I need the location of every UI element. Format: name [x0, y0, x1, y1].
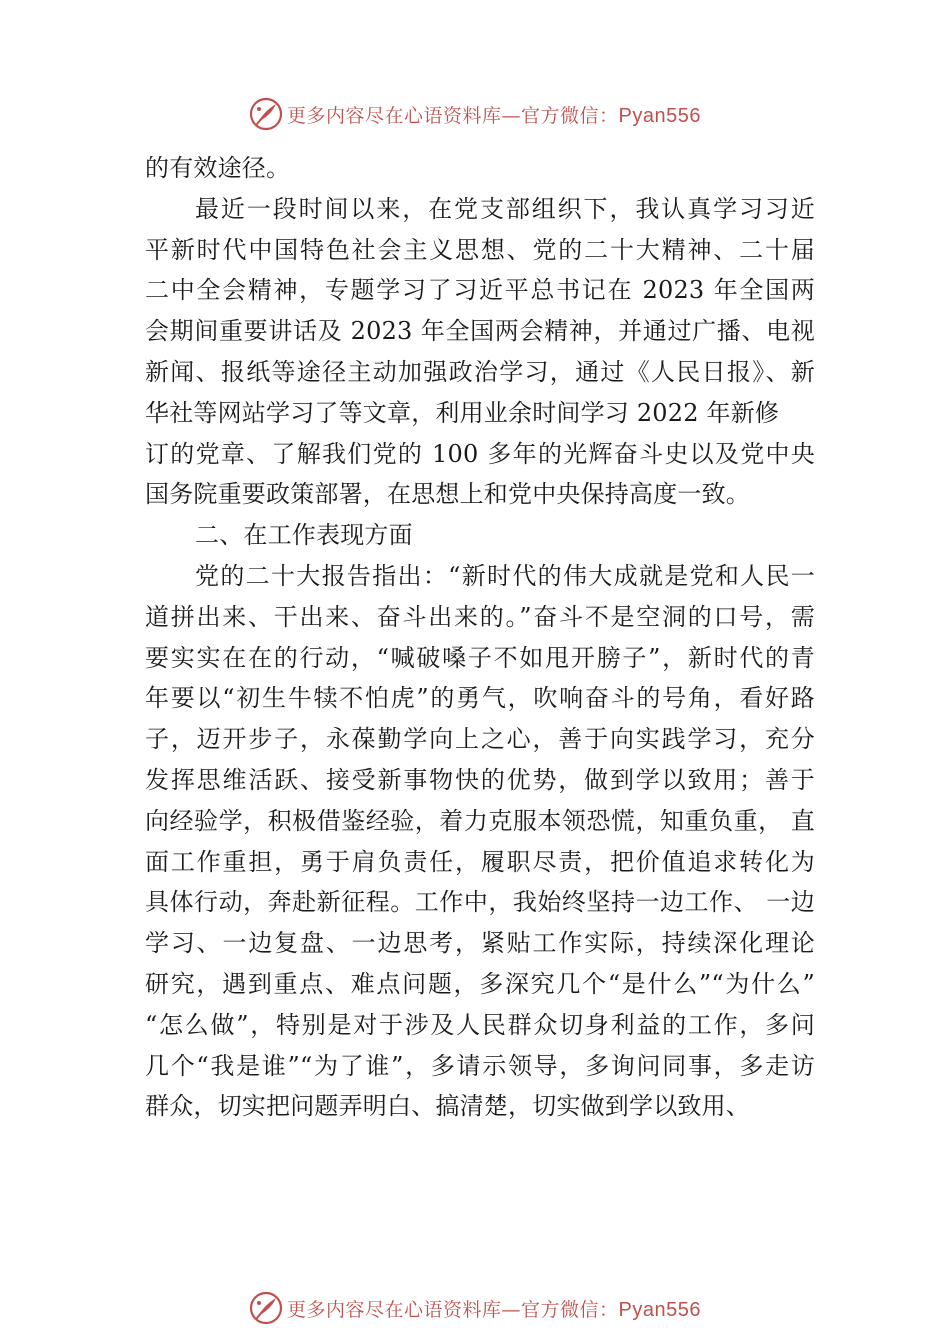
- footer-banner: [0, 1288, 950, 1328]
- header-banner-text: [287, 101, 701, 128]
- quill-logo-icon: [249, 97, 283, 131]
- text-line: 新闻、报纸等途径主动加强政治学习，通过《人民日报》、新: [145, 357, 815, 386]
- text-line: 道拼出来、干出来、奋斗出来的。”奋斗不是空洞的口号，需: [145, 602, 815, 631]
- text-line: 发挥思维活跃、接受新事物快的优势，做到学以致用；善于: [145, 765, 815, 794]
- text-line: 几个“我是谁”“为了谁”，多请示领导，多询问同事，多走访: [145, 1051, 815, 1080]
- text-line: 子，迈开步子，永葆勤学向上之心，善于向实践学习，充分: [145, 725, 815, 754]
- quill-logo-icon: [249, 1291, 283, 1325]
- text-line: 向经验学，积极借鉴经验，着力克服本领恐慌，知重负重， 直: [145, 806, 815, 835]
- text-line: 的有效途径。: [145, 154, 291, 182]
- text-line: 最近一段时间以来，在党支部组织下，我认真学习习近: [195, 194, 815, 223]
- text-line: 要实实在在的行动，“喊破嗓子不如甩开膀子”，新时代的青: [145, 643, 815, 672]
- footer-wechat-id: Pyan556: [618, 1298, 701, 1321]
- header-banner-label: 更多内容尽在心语资料库—官方微信：: [287, 104, 619, 127]
- text-line: 平新时代中国特色社会主义思想、党的二十大精神、二十届: [145, 235, 815, 264]
- header-wechat-id: Pyan556: [618, 104, 701, 127]
- document-body: [145, 148, 815, 1127]
- footer-banner-text: [287, 1295, 701, 1322]
- footer-banner-label: 更多内容尽在心语资料库—官方微信：: [287, 1298, 619, 1321]
- text-line: 群众，切实把问题弄明白、搞清楚，切实做到学以致用、: [145, 1092, 750, 1121]
- text-line: 华社等网站学习了等文章，利用业余时间学习 2022 年新修: [145, 398, 780, 427]
- text-line: 具体行动，奔赴新征程。工作中，我始终坚持一边工作、 一边: [145, 888, 815, 917]
- text-line: 面工作重担，勇于肩负责任，履职尽责，把价值追求转化为: [145, 847, 815, 876]
- text-line: 国务院重要政策部署，在思想上和党中央保持高度一致。: [145, 480, 750, 509]
- text-line: 订的党章、了解我们党的 100 多年的光辉奋斗史以及党中央: [145, 439, 815, 468]
- section-heading: 二、在工作表现方面: [195, 521, 413, 550]
- text-line: 二中全会精神，专题学习了习近平总书记在 2023 年全国两: [145, 276, 815, 305]
- text-line: 会期间重要讲话及 2023 年全国两会精神，并通过广播、电视: [145, 317, 815, 346]
- text-line: 学习、一边复盘、一边思考，紧贴工作实际，持续深化理论: [145, 929, 815, 958]
- header-banner: [0, 94, 950, 134]
- text-line: 研究，遇到重点、难点问题，多深究几个“是什么”“为什么”: [145, 969, 815, 998]
- text-line: 党的二十大报告指出：“新时代的伟大成就是党和人民一: [195, 561, 815, 590]
- text-line: 年要以“初生牛犊不怕虎”的勇气，吹响奋斗的号角，看好路: [145, 684, 815, 713]
- text-line: “怎么做”，特别是对于涉及人民群众切身利益的工作，多问: [145, 1010, 815, 1039]
